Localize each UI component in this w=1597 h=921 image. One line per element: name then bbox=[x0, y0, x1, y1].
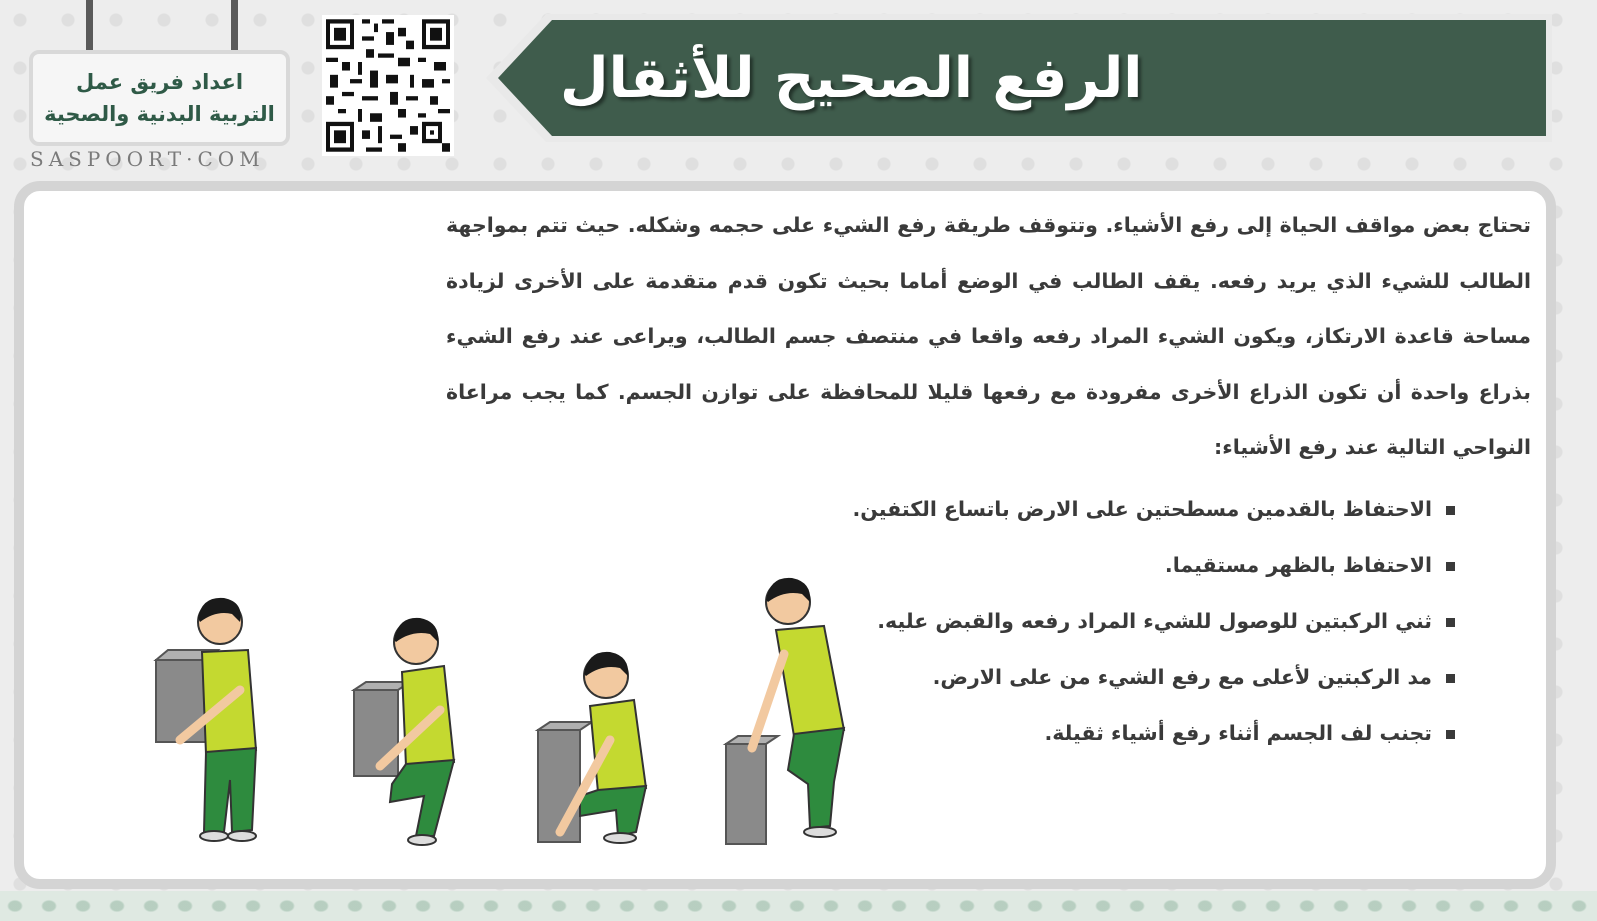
bullet-square-icon bbox=[1446, 618, 1455, 627]
bullet-square-icon bbox=[1446, 674, 1455, 683]
list-item: الاحتفاظ بالقدمين مسطحتين على الارض باتساع الكتفين. bbox=[853, 481, 1456, 537]
list-item: ثني الركبتين للوصول للشيء المراد رفعه والقبض عليه. bbox=[853, 593, 1456, 649]
bullet-square-icon bbox=[1446, 562, 1455, 571]
intro-paragraph: تحتاج بعض مواقف الحياة إلى رفع الأشياء. وتتوقف طريقة رفع الشيء على حجمه وشكله. حيث تتم بمواجهة الطالب للشيء الذي يريد رفعه. يقف الطالب في الوضع أماما بحيث تكون قدم متقدمة على الأخرى لزيادة مساحة قاعدة الارتكاز، ويكون الشيء المراد رفعه واقعا في منتصف جسم الطالب، ويراعى عند رفع الشيء بذراع واحدة أن تكون الذراع الأخرى مفرودة مع رفعها قليلا للمحافظة على توازن الجسم. كما يجب مراعاة النواحي التالية عند رفع الأشياء: bbox=[446, 213, 1531, 459]
credit-line-1: اعداد فريق عمل bbox=[75, 70, 244, 94]
list-item: مد الركبتين لأعلى مع رفع الشيء من على الارض. bbox=[853, 649, 1456, 705]
figure-approach bbox=[726, 578, 844, 844]
figure-deep-squat bbox=[538, 652, 646, 843]
qr-code-icon[interactable] bbox=[322, 15, 454, 156]
bullet-square-icon bbox=[1446, 506, 1455, 515]
hanging-rod-icon bbox=[86, 0, 93, 52]
lifting-steps-illustration bbox=[140, 570, 860, 860]
figure-half-squat bbox=[354, 618, 454, 845]
list-item: تجنب لف الجسم أثناء رفع أشياء ثقيلة. bbox=[853, 705, 1456, 761]
site-label: SASPOORT·COM bbox=[30, 147, 265, 171]
credit-line-2: التربية البدنية والصحية bbox=[44, 102, 275, 126]
tips-list bbox=[853, 481, 1456, 761]
credit-badge bbox=[29, 50, 290, 146]
figure-standing-holding bbox=[156, 598, 256, 841]
list-item: الاحتفاظ بالظهر مستقيما. bbox=[853, 537, 1456, 593]
page-title: الرفع الصحيح للأثقال bbox=[560, 45, 1143, 111]
bullet-square-icon bbox=[1446, 730, 1455, 739]
decorative-bottom-band bbox=[0, 891, 1597, 921]
hanging-rod-icon bbox=[231, 0, 238, 52]
